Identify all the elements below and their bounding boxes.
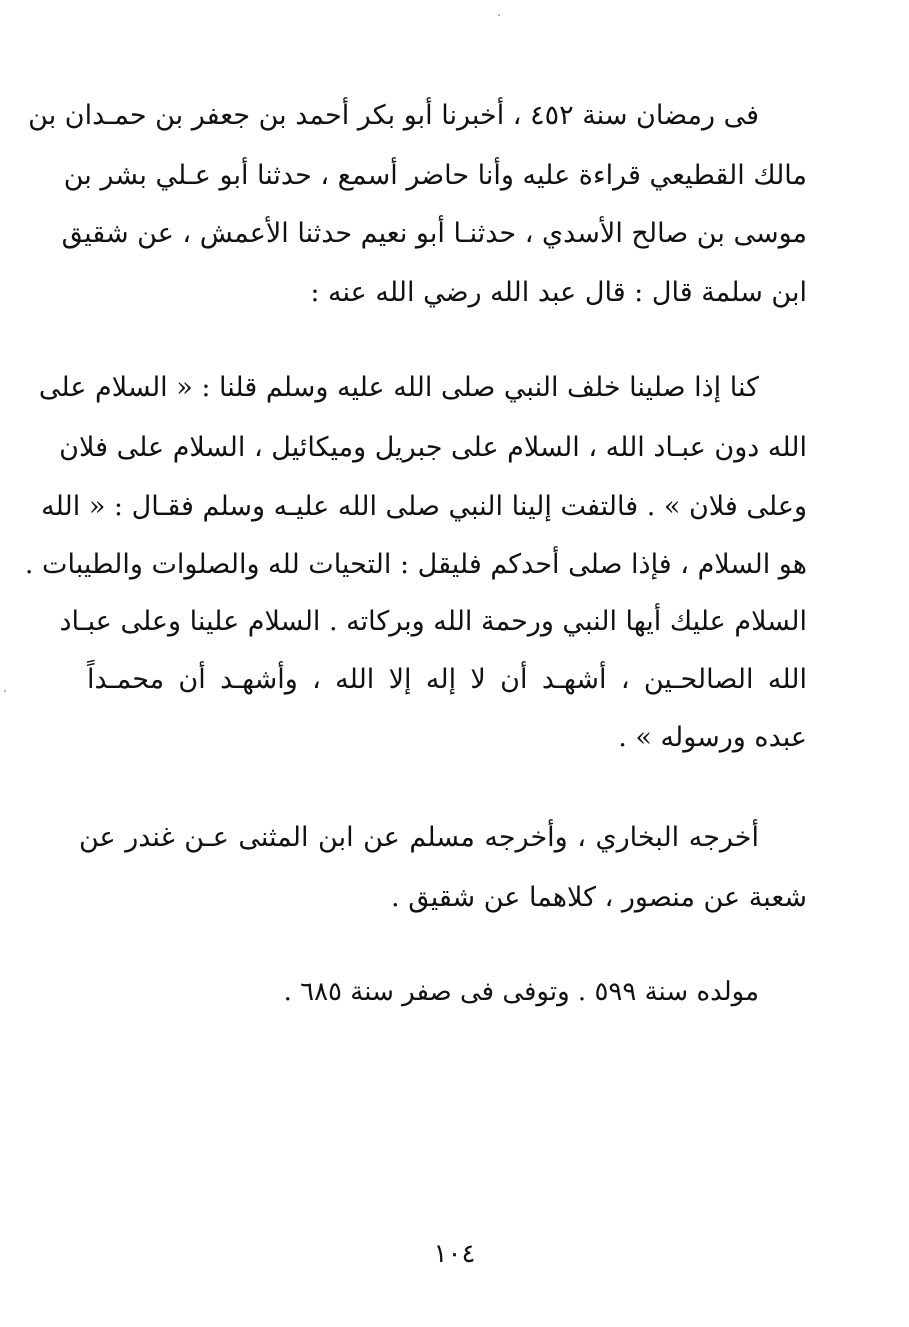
paragraph-1-line-3: موسى بن صالح الأسدي ، حدثنـا أبو نعيم حدثنا الأعمش ، عن شقيق	[61, 218, 807, 249]
paragraph-1-line-2: مالك القطيعي قراءة عليه وأنا حاضر أسمع ، حدثنا أبو عـلي بشر بن	[63, 160, 807, 191]
paragraph-2-line-3: وعلى فلان » . فالتفت إلينا النبي صلى الله عليـه وسلم فقـال : « الله	[41, 491, 807, 522]
paragraph-2-line-5: السلام عليك أيها النبي ورحمة الله وبركاته . السلام علينا وعلى عبـاد	[59, 606, 807, 637]
paragraph-1-line-4: ابن سلمة قال : قال عبد الله رضي الله عنه :	[310, 277, 807, 308]
paragraph-2-line-2: الله دون عبـاد الله ، السلام على جبريل وميكائيل ، السلام على فلان	[59, 432, 807, 463]
paragraph-3-line-1: أخرجه البخاري ، وأخرجه مسلم عن ابن المثنى عـن غندر عن	[79, 822, 759, 853]
scan-speck	[4, 690, 6, 692]
paragraph-3-line-2: شعبة عن منصور ، كلاهما عن شقيق .	[391, 882, 807, 913]
paragraph-2-line-4: هو السلام ، فإذا صلى أحدكم فليقل : التحيات لله والصلوات والطيبات .	[24, 549, 807, 580]
page-number: ١٠٤	[433, 1239, 476, 1269]
paragraph-2-line-6: الله الصالحـين ، أشهـد أن لا إله إلا الله ، وأشهـد أن محمـداً	[87, 664, 807, 695]
paragraph-2-line-1: كنا إذا صلينا خلف النبي صلى الله عليه وسلم قلنا : « السلام على	[38, 372, 759, 403]
paragraph-2-line-7: عبده ورسوله » .	[618, 722, 807, 753]
birth-death-note: مولده سنة ٥٩٩ . وتوفى فى صفر سنة ٦٨٥ .	[283, 977, 759, 1007]
paragraph-1-line-1: فى رمضان سنة ٤٥٢ ، أخبرنا أبو بكر أحمد بن جعفر بن حمـدان بن	[28, 100, 759, 131]
scan-speck	[498, 14, 500, 16]
